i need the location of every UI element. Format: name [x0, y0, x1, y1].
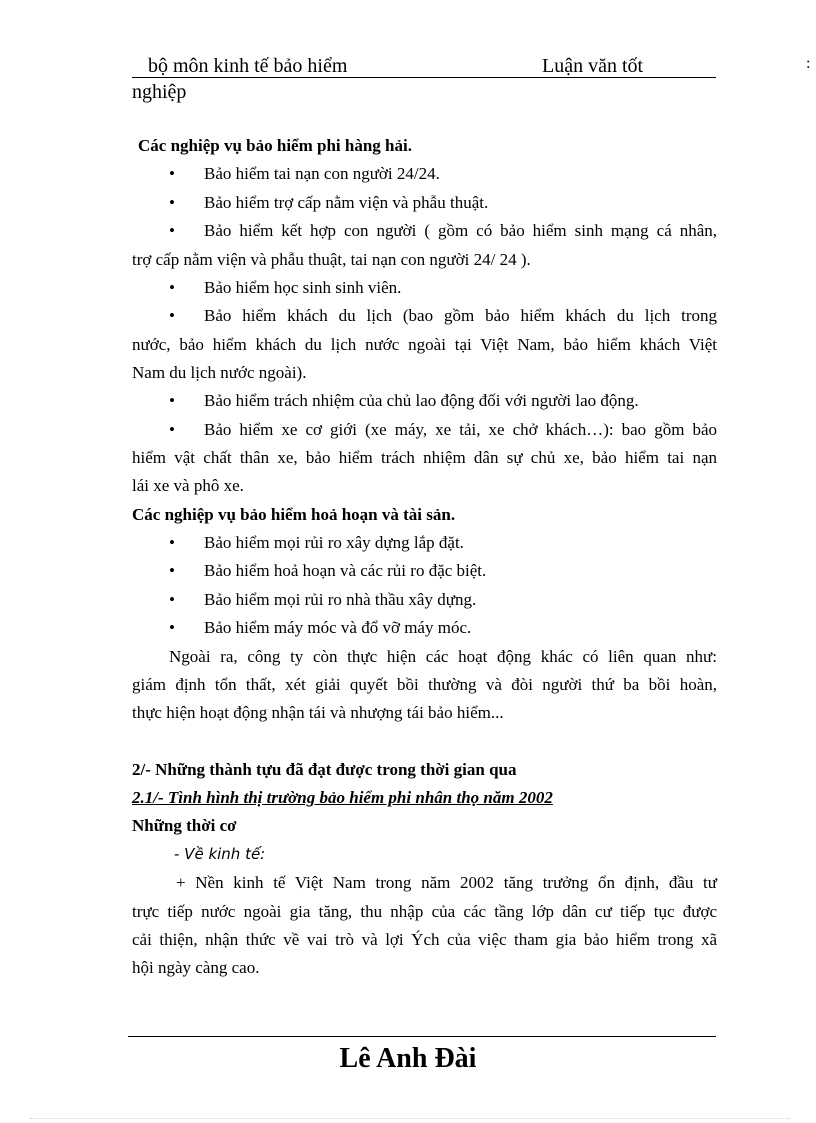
- label-opportunities: Những thời cơ: [132, 816, 237, 835]
- list-item: Bảo hiểm trợ cấp nằm viện và phẫu thuật.: [204, 193, 489, 212]
- header-continuation: nghiệp: [132, 81, 187, 103]
- bullet-icon: •: [169, 590, 175, 609]
- bullet-icon: •: [169, 221, 175, 240]
- bullet-icon: •: [169, 420, 175, 439]
- section-heading-achievements: 2/- Những thành tựu đã đạt được trong thời gian qua: [132, 760, 517, 779]
- bullet-icon: •: [169, 533, 175, 552]
- bullet-icon: •: [169, 164, 175, 183]
- section-heading-fire-property: Các nghiệp vụ bảo hiểm hoả hoạn và tài sản.: [132, 505, 456, 524]
- list-item: Bảo hiểm xe cơ giới (xe máy, xe tải, xe chở khách…): bao gồm bảo: [204, 420, 717, 439]
- paragraph-line: hội ngày càng cao.: [132, 958, 260, 977]
- list-item-continuation: lái xe và phô xe.: [132, 476, 244, 495]
- list-item-continuation: trợ cấp nằm viện và phẫu thuật, tai nạn con người 24/ 24 ).: [132, 250, 531, 269]
- list-item-continuation: Nam du lịch nước ngoài).: [132, 363, 307, 382]
- header-left: bộ môn kinh tế bảo hiểm: [148, 55, 348, 77]
- footer-rule: [128, 1036, 716, 1037]
- bullet-icon: •: [169, 618, 175, 637]
- header-rule: [132, 77, 716, 78]
- economy-note: - Về kinh tế:: [174, 845, 266, 863]
- paragraph-line: Ngoài ra, công ty còn thực hiện các hoạt động khác có liên quan như:: [169, 647, 717, 666]
- paragraph-line: + Nền kinh tế Việt Nam trong năm 2002 tăng trưởng ổn định, đầu tư: [176, 873, 717, 892]
- bullet-icon: •: [169, 193, 175, 212]
- paragraph-line: trực tiếp nước ngoài gia tăng, thu nhập của các tầng lớp dân cư tiếp tục được: [132, 902, 717, 921]
- list-item: Bảo hiểm máy móc và đổ vỡ máy móc.: [204, 618, 472, 637]
- list-item: Bảo hiểm mọi rủi ro nhà thầu xây dựng.: [204, 590, 477, 609]
- page-bottom-border: [30, 1118, 790, 1119]
- bullet-icon: •: [169, 306, 175, 325]
- footer-author: Lê Anh Đài: [339, 1043, 477, 1074]
- list-item: Bảo hiểm tai nạn con người 24/24.: [204, 164, 440, 183]
- bullet-icon: •: [169, 278, 175, 297]
- section-heading-non-marine: Các nghiệp vụ bảo hiểm phi hàng hải.: [138, 136, 412, 155]
- paragraph-line: thực hiện hoạt động nhận tái và nhượng tái bảo hiểm...: [132, 703, 504, 722]
- list-item: Bảo hiểm trách nhiệm của chủ lao động đối với người lao động.: [204, 391, 639, 410]
- bullet-icon: •: [169, 561, 175, 580]
- paragraph-line: cải thiện, nhận thức về vai trò và lợi Ých của việc tham gia bảo hiểm trong xã: [132, 930, 717, 949]
- list-item: Bảo hiểm hoả hoạn và các rủi ro đặc biệt.: [204, 561, 487, 580]
- list-item: Bảo hiểm mọi rủi ro xây dựng lắp đặt.: [204, 533, 464, 552]
- list-item-continuation: hiểm vật chất thân xe, bảo hiểm trách nhiệm dân sự chủ xe, bảo hiểm tai nạn: [132, 448, 717, 467]
- header-right: Luận văn tốt: [542, 55, 644, 77]
- list-item: Bảo hiểm kết hợp con người ( gồm có bảo hiểm sinh mạng cá nhân,: [204, 221, 717, 240]
- list-item: Bảo hiểm học sinh sinh viên.: [204, 278, 402, 297]
- bullet-icon: •: [169, 391, 175, 410]
- list-item: Bảo hiểm khách du lịch (bao gồm bảo hiểm khách du lịch trong: [204, 306, 717, 325]
- corner-mark: :: [806, 55, 811, 72]
- paragraph-line: giám định tổn thất, xét giải quyết bồi thường và đòi người thứ ba bồi hoàn,: [132, 675, 717, 694]
- list-item-continuation: nước, bảo hiểm khách du lịch nước ngoài tại Việt Nam, bảo hiểm khách Việt: [132, 335, 717, 354]
- subsection-heading: 2.1/- Tình hình thị trường bảo hiểm phi nhân thọ năm 2002: [132, 788, 553, 807]
